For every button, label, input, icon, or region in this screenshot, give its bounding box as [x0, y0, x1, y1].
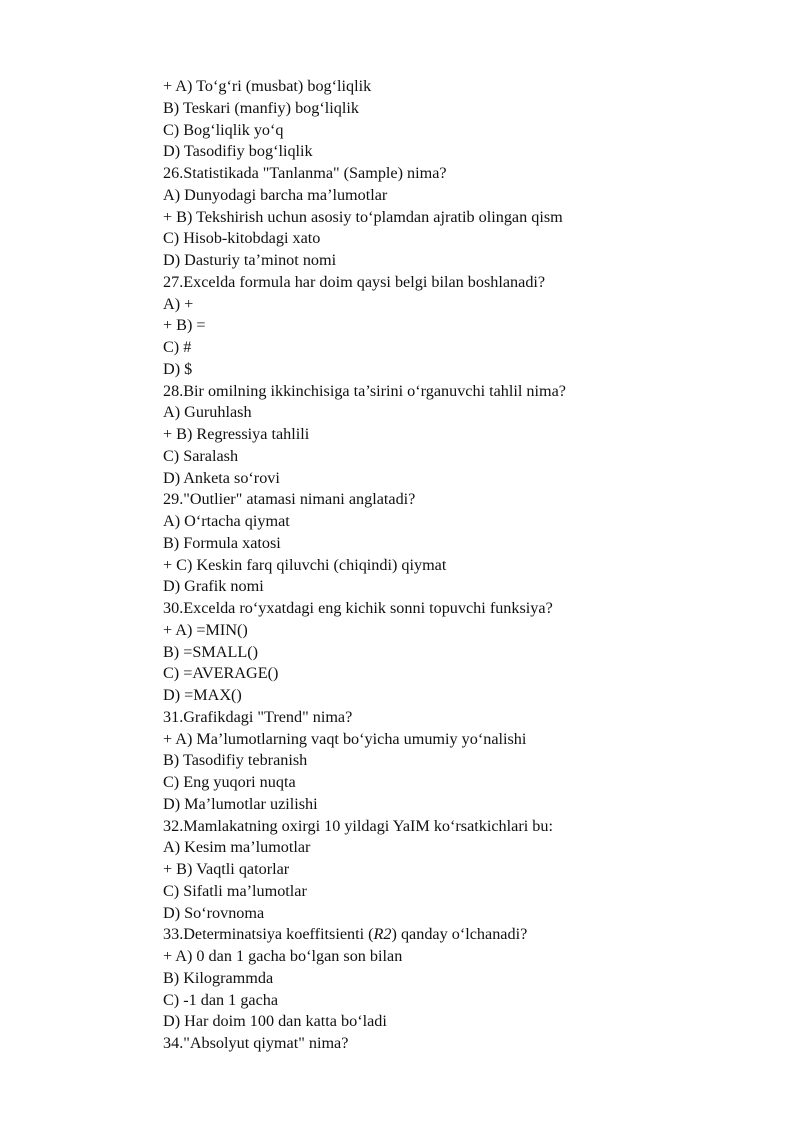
- text-line: C) =AVERAGE(): [163, 664, 279, 683]
- text-line: + A) =MIN(): [163, 620, 248, 639]
- text-line: + B) Tekshirish uchun asosiy to‘plamdan ajratib olingan qism: [163, 207, 563, 226]
- text-line: 30.Excelda ro‘yxatdagi eng kichik sonni topuvchi funksiya?: [163, 599, 553, 617]
- text-line: 27.Excelda formula har doim qaysi belgi bilan boshlanadi?: [163, 272, 546, 291]
- text-line: 28.Bir omilning ikkinchisiga ta’sirini o‘rganuvchi tahlil nima?: [163, 381, 566, 400]
- question-list: [163, 76, 763, 1055]
- text-line: + C) Keskin farq qiluvchi (chiqindi) qiymat: [163, 555, 447, 574]
- text-line: B) Kilogrammda: [163, 968, 274, 987]
- text-line: C) Sifatli ma’lumotlar: [163, 881, 307, 900]
- text-line: B) Teskari (manfiy) bog‘liqlik: [163, 98, 359, 117]
- text-line: + B) Regressiya tahlili: [163, 425, 310, 443]
- text-line: A) Guruhlash: [163, 403, 252, 422]
- text-line: 31.Grafikdagi "Trend" nima?: [163, 707, 353, 726]
- text-line: D) Ma’lumotlar uzilishi: [163, 794, 318, 813]
- text-line: + B) =: [163, 316, 206, 335]
- question-33: [163, 924, 763, 946]
- text-line: D) Dasturiy ta’minot nomi: [163, 251, 337, 269]
- text-line: + B) Vaqtli qatorlar: [163, 860, 290, 878]
- q33-prefix: 33.Determinatsiya koeffitsienti (: [163, 925, 374, 944]
- text-line: C) Saralash: [163, 446, 239, 465]
- lines-block-b: [163, 946, 763, 1055]
- text-line: D) Grafik nomi: [163, 577, 264, 596]
- text-line: D) So‘rovnoma: [163, 903, 265, 922]
- lines-block-a: [163, 76, 763, 924]
- text-line: 29."Outlier" atamasi nimani anglatadi?: [163, 490, 416, 509]
- text-line: + A) 0 dan 1 gacha bo‘lgan son bilan: [163, 947, 403, 965]
- text-line: C) Eng yuqori nuqta: [163, 773, 296, 791]
- text-line: D) $: [163, 359, 193, 378]
- text-line: A) +: [163, 294, 194, 313]
- text-line: D) Anketa so‘rovi: [163, 468, 280, 487]
- text-line: C) Bog‘liqlik yo‘q: [163, 120, 284, 139]
- text-line: 32.Mamlakatning oxirgi 10 yildagi YaIM ko‘rsatkichlari bu:: [163, 816, 553, 835]
- text-line: C) -1 dan 1 gacha: [163, 990, 279, 1009]
- text-line: C) Hisob-kitobdagi xato: [163, 229, 321, 248]
- text-line: A) Dunyodagi barcha ma’lumotlar: [163, 185, 388, 204]
- text-line: D) Tasodifiy bog‘liqlik: [163, 142, 313, 161]
- text-line: D) =MAX(): [163, 686, 242, 704]
- q33-suffix: ) qanday o‘lchanadi?: [391, 925, 528, 944]
- text-line: 26.Statistikada "Tanlanma" (Sample) nima?: [163, 164, 447, 182]
- text-line: + A) To‘g‘ri (musbat) bog‘liqlik: [163, 77, 372, 95]
- text-line: C) #: [163, 338, 192, 356]
- q33-math: R2: [373, 925, 392, 944]
- text-line: 34."Absolyut qiymat" nima?: [163, 1034, 349, 1052]
- text-line: D) Har doim 100 dan katta bo‘ladi: [163, 1012, 387, 1031]
- text-line: A) Kesim ma’lumotlar: [163, 838, 311, 857]
- text-line: B) Formula xatosi: [163, 533, 281, 552]
- text-line: B) =SMALL(): [163, 642, 259, 661]
- text-line: B) Tasodifiy tebranish: [163, 751, 308, 770]
- text-line: + A) Ma’lumotlarning vaqt bo‘yicha umumiy yo‘nalishi: [163, 729, 527, 748]
- text-line: A) O‘rtacha qiymat: [163, 512, 290, 530]
